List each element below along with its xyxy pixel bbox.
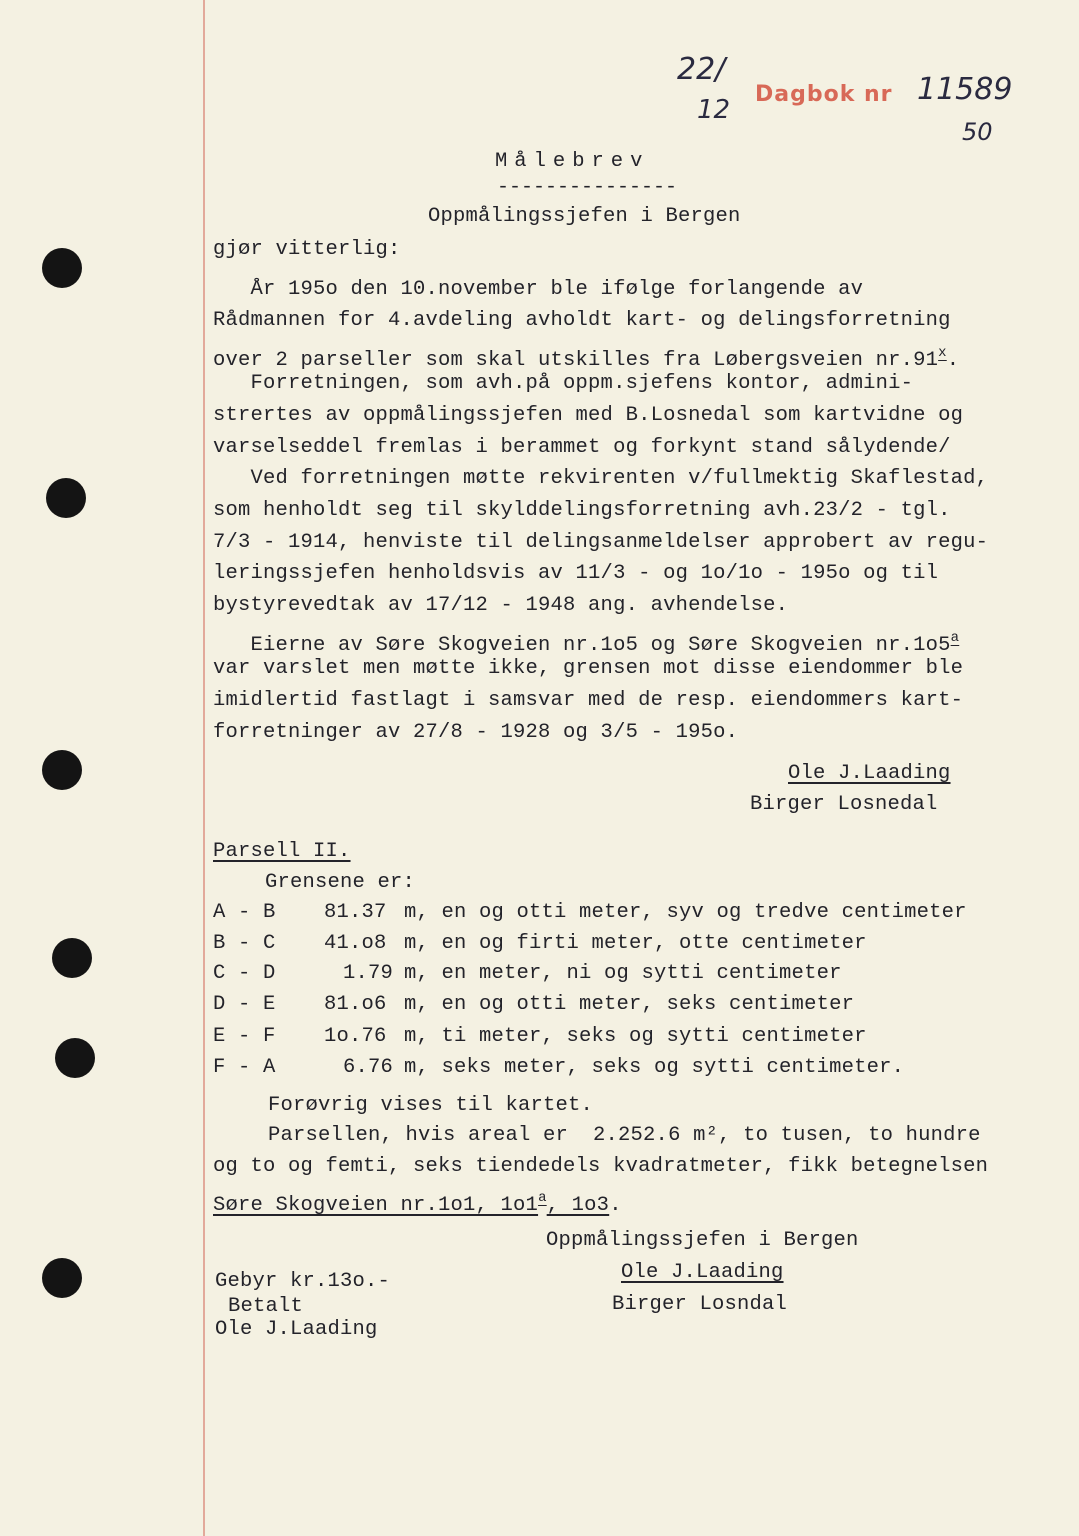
body-line: strertes av oppmålingssjefen med B.Losnedal som kartvidne og bbox=[213, 404, 964, 427]
body-line: 7/3 - 1914, henviste til delingsanmeldelser approbert av regu- bbox=[213, 531, 989, 554]
signature-laading-2: Ole J.Laading bbox=[621, 1261, 784, 1284]
boundary-segment: E - F bbox=[213, 1025, 276, 1048]
map-reference: Forøvrig vises til kartet. bbox=[268, 1094, 594, 1117]
boundary-text: m, en meter, ni og sytti centimeter bbox=[404, 962, 842, 985]
stamp-number: 11589 bbox=[917, 72, 1013, 107]
fee-paid: Betalt bbox=[228, 1295, 304, 1318]
boundary-length: 1.79 bbox=[343, 962, 394, 985]
body-line: Rådmannen for 4.avdeling avholdt kart- og delingsforretning bbox=[213, 309, 951, 332]
punch-hole bbox=[42, 750, 82, 790]
fee-signature: Ole J.Laading bbox=[215, 1318, 378, 1341]
body-line: bystyrevedtak av 17/12 - 1948 ang. avhendelse. bbox=[213, 594, 789, 617]
signature-laading: Ole J.Laading bbox=[788, 762, 951, 785]
boundary-segment: F - A bbox=[213, 1056, 276, 1079]
area-line: Parsellen, hvis areal er 2.252.6 m², to tusen, to hundre bbox=[268, 1124, 981, 1147]
boundaries-heading: Grensene er: bbox=[265, 871, 416, 894]
boundary-text: m, seks meter, seks og sytti centimeter. bbox=[404, 1056, 905, 1079]
boundary-length: 41.o8 bbox=[324, 932, 387, 955]
body-line: Ved forretningen møtte rekvirenten v/fullmektig Skaflestad, bbox=[213, 467, 989, 490]
punch-hole bbox=[46, 478, 86, 518]
signature-losndal: Birger Losndal bbox=[612, 1293, 788, 1316]
body-line: varselseddel fremlas i berammet og forkynt stand sålydende/ bbox=[213, 436, 951, 459]
boundary-segment: A - B bbox=[213, 901, 276, 924]
intro-line: gjør vitterlig: bbox=[213, 238, 401, 261]
boundary-length: 1o.76 bbox=[324, 1025, 387, 1048]
punch-hole bbox=[52, 938, 92, 978]
punch-hole bbox=[42, 1258, 82, 1298]
signature-losnedal: Birger Losnedal bbox=[750, 793, 938, 816]
body-line: År 195o den 10.november ble ifølge forlangende av bbox=[213, 278, 864, 301]
boundary-text: m, en og otti meter, seks centimeter bbox=[404, 993, 855, 1016]
area-line: og to og femti, seks tiendedels kvadratmeter, fikk betegnelsen bbox=[213, 1155, 989, 1178]
body-line: leringssjefen henholdsvis av 11/3 - og 1o/1o - 195o og til bbox=[213, 562, 939, 585]
boundary-length: 81.o6 bbox=[324, 993, 387, 1016]
body-line: Eierne av Søre Skogveien nr.1o5 og Søre Skogveien nr.1o5$^a$ bbox=[213, 630, 960, 657]
document-title: Målebrev bbox=[495, 150, 650, 173]
parcel-heading: Parsell II. bbox=[213, 840, 351, 863]
stamp-date-month: 12 bbox=[697, 95, 731, 125]
designation-line: Søre Skogveien nr.1o1, 1o1$^a$, 1o3. bbox=[213, 1190, 622, 1217]
boundary-text: m, en og otti meter, syv og tredve centimeter bbox=[404, 901, 967, 924]
stamp-year: 50 bbox=[962, 118, 993, 146]
boundary-length: 6.76 bbox=[343, 1056, 394, 1079]
title-rule: --------------- bbox=[497, 176, 678, 199]
boundary-text: m, ti meter, seks og sytti centimeter bbox=[404, 1025, 867, 1048]
punch-hole bbox=[42, 248, 82, 288]
signature-office: Oppmålingssjefen i Bergen bbox=[546, 1229, 859, 1252]
boundary-segment: C - D bbox=[213, 962, 276, 985]
journal-stamp bbox=[677, 50, 1037, 160]
body-line: var varslet men møtte ikke, grensen mot disse eiendommer ble bbox=[213, 657, 964, 680]
stamp-date-day: 22/ bbox=[677, 52, 726, 87]
superscript-x: x bbox=[938, 345, 947, 361]
superscript-a: a bbox=[950, 630, 960, 646]
body-line: Forretningen, som avh.på oppm.sjefens kontor, admini- bbox=[213, 372, 914, 395]
body-line: over 2 parseller som skal utskilles fra Løbergsveien nr.91$^x$. bbox=[213, 345, 960, 372]
issuer-heading: Oppmålingssjefen i Bergen bbox=[428, 205, 741, 228]
boundary-length: 81.37 bbox=[324, 901, 387, 924]
stamp-label: Dagbok nr bbox=[755, 82, 893, 107]
body-line: imidlertid fastlagt i samsvar med de resp. eiendommers kart- bbox=[213, 689, 964, 712]
margin-line bbox=[203, 0, 205, 1536]
fee-line: Gebyr kr.13o.- bbox=[215, 1270, 391, 1293]
body-line: som henholdt seg til skylddelingsforretning avh.23/2 - tgl. bbox=[213, 499, 951, 522]
boundary-segment: D - E bbox=[213, 993, 276, 1016]
punch-hole bbox=[55, 1038, 95, 1078]
boundary-text: m, en og firti meter, otte centimeter bbox=[404, 932, 867, 955]
boundary-segment: B - C bbox=[213, 932, 276, 955]
body-line: forretninger av 27/8 - 1928 og 3/5 - 195o. bbox=[213, 721, 739, 744]
